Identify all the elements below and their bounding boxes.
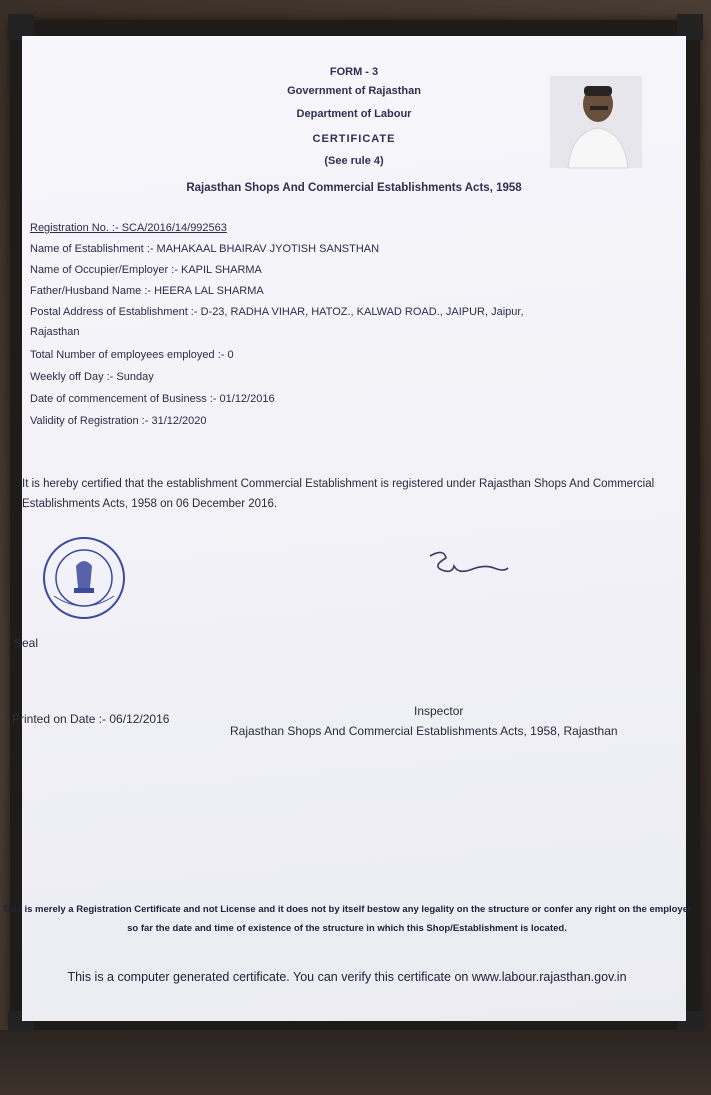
government-title: Government of Rajasthan	[287, 85, 421, 97]
certification-text: It is hereby certified that the establishment Commercial Establishment is registered under Rajasthan Shops And Commercial Establishments Acts, 1958 on 06 December 2016.	[22, 478, 655, 510]
disclaimer-text: This is merely a Registration Certificate and not License and it does not by itself bestow any legality on the structure or confer any right on the employer so far the date and time of existence of the structure in which this Shop/Establishment is located.	[2, 904, 692, 934]
act-title: Rajasthan Shops And Commercial Establishments Acts, 1958	[186, 182, 522, 194]
weekly-off-day: Weekly off Day :- Sunday	[30, 371, 154, 383]
government-seal-icon	[42, 536, 126, 620]
inspector-label: Inspector	[414, 704, 464, 718]
department-title: Department of Labour	[296, 108, 412, 120]
validity-date: Validity of Registration :- 31/12/2020	[30, 415, 207, 427]
father-name: Father/Husband Name :- HEERA LAL SHARMA	[30, 285, 264, 297]
establishment-name: Name of Establishment :- MAHAKAAL BHAIRAV JYOTISH SANSTHAN	[30, 243, 380, 255]
background-surface	[0, 1030, 711, 1095]
commencement-date: Date of commencement of Business :- 01/12/2016	[30, 393, 275, 405]
postal-address-cont: Rajasthan	[30, 326, 80, 338]
occupier-name: Name of Occupier/Employer :- KAPIL SHARMA	[30, 264, 262, 276]
certificate-title: CERTIFICATE	[312, 133, 396, 145]
act-footer: Rajasthan Shops And Commercial Establishments Acts, 1958, Rajasthan	[230, 724, 618, 738]
form-number: FORM - 3	[329, 66, 379, 78]
postal-address: Postal Address of Establishment :- D-23, RADHA VIHAR, HATOZ., KALWAD ROAD., JAIPUR, Jaipur,	[30, 306, 524, 318]
certificate-paper	[2, 36, 692, 1021]
employee-count: Total Number of employees employed :- 0	[30, 349, 234, 361]
computer-generated-note: This is a computer generated certificate. You can verify this certificate on www.labour.rajasthan.gov.in	[67, 970, 627, 984]
seal-label: Seal	[14, 636, 39, 650]
inspector-signature-icon	[422, 544, 512, 584]
registration-number: Registration No. :- SCA/2016/14/992563	[30, 222, 227, 234]
rule-reference: (See rule 4)	[324, 155, 384, 167]
owner-photo	[550, 76, 642, 168]
printed-date: Printed on Date :- 06/12/2016	[12, 712, 170, 726]
